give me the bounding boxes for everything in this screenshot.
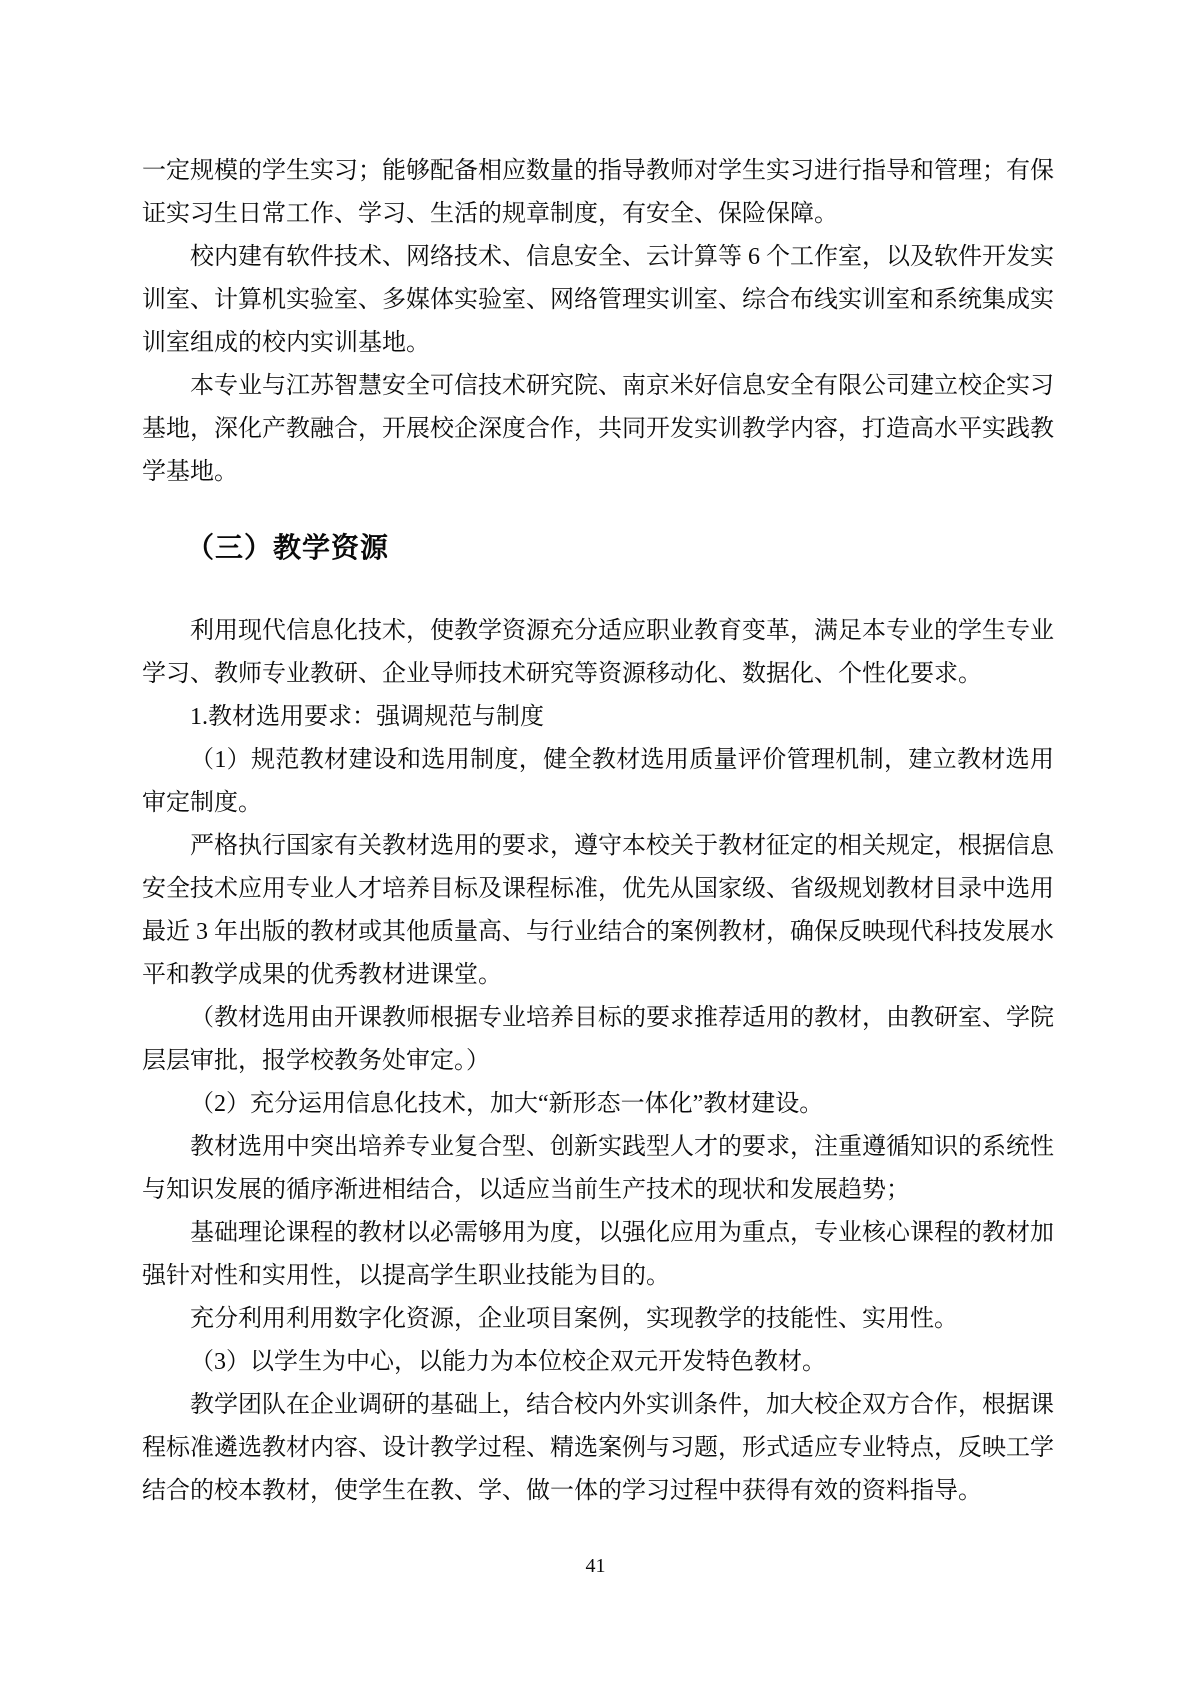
section-heading: （三）教学资源	[186, 533, 390, 564]
body-paragraph: 利用现代信息化技术，使教学资源充分适应职业教育变革，满足本专业的学生专业学习、教师专业教研、企业导师技术研究等资源移动化、数据化、个性化要求。	[142, 618, 1054, 687]
body-paragraph: （教材选用由开课教师根据专业培养目标的要求推荐适用的教材，由教研室、学院层层审批，报学校教务处审定。）	[142, 1005, 1054, 1074]
body-paragraph: 基础理论课程的教材以必需够用为度，以强化应用为重点，专业核心课程的教材加强针对性和实用性，以提高学生职业技能为目的。	[142, 1220, 1054, 1289]
document-body	[142, 150, 1054, 1513]
body-paragraph: 严格执行国家有关教材选用的要求，遵守本校关于教材征定的相关规定，根据信息安全技术应用专业人才培养目标及课程标准，优先从国家级、省级规划教材目录中选用最近 3 年出版的教材或其他质量高、与行业结合的案例教材，确保反映现代科技发展水平和教学成果的优秀教材进课堂。	[142, 833, 1054, 988]
body-paragraph: （2）充分运用信息化技术，加大“新形态一体化”教材建设。	[190, 1091, 824, 1117]
body-paragraph: （1）规范教材建设和选用制度，健全教材选用质量评价管理机制，建立教材选用审定制度。	[142, 747, 1054, 816]
body-paragraph: 教学团队在企业调研的基础上，结合校内外实训条件，加大校企双方合作，根据课程标准遴选教材内容、设计教学过程、精选案例与习题，形式适应专业特点，反映工学结合的校本教材，使学生在教、学、做一体的学习过程中获得有效的资料指导。	[142, 1392, 1054, 1504]
body-paragraph: 一定规模的学生实习；能够配备相应数量的指导教师对学生实习进行指导和管理；有保证实习生日常工作、学习、生活的规章制度，有安全、保险保障。	[142, 158, 1054, 227]
body-paragraph: 本专业与江苏智慧安全可信技术研究院、南京米好信息安全有限公司建立校企实习基地，深化产教融合，开展校企深度合作，共同开发实训教学内容，打造高水平实践教学基地。	[142, 373, 1054, 485]
page-number: 41	[585, 1555, 606, 1577]
list-item-heading: 1.教材选用要求：强调规范与制度	[190, 704, 544, 730]
body-paragraph: 充分利用利用数字化资源，企业项目案例，实现教学的技能性、实用性。	[190, 1306, 958, 1332]
body-paragraph: 校内建有软件技术、网络技术、信息安全、云计算等 6 个工作室，以及软件开发实训室、计算机实验室、多媒体实验室、网络管理实训室、综合布线实训室和系统集成实训室组成的校内实训基地。	[142, 244, 1054, 356]
body-paragraph: 教材选用中突出培养专业复合型、创新实践型人才的要求，注重遵循知识的系统性与知识发展的循序渐进相结合，以适应当前生产技术的现状和发展趋势；	[142, 1134, 1054, 1203]
body-paragraph: （3）以学生为中心，以能力为本位校企双元开发特色教材。	[190, 1349, 826, 1375]
